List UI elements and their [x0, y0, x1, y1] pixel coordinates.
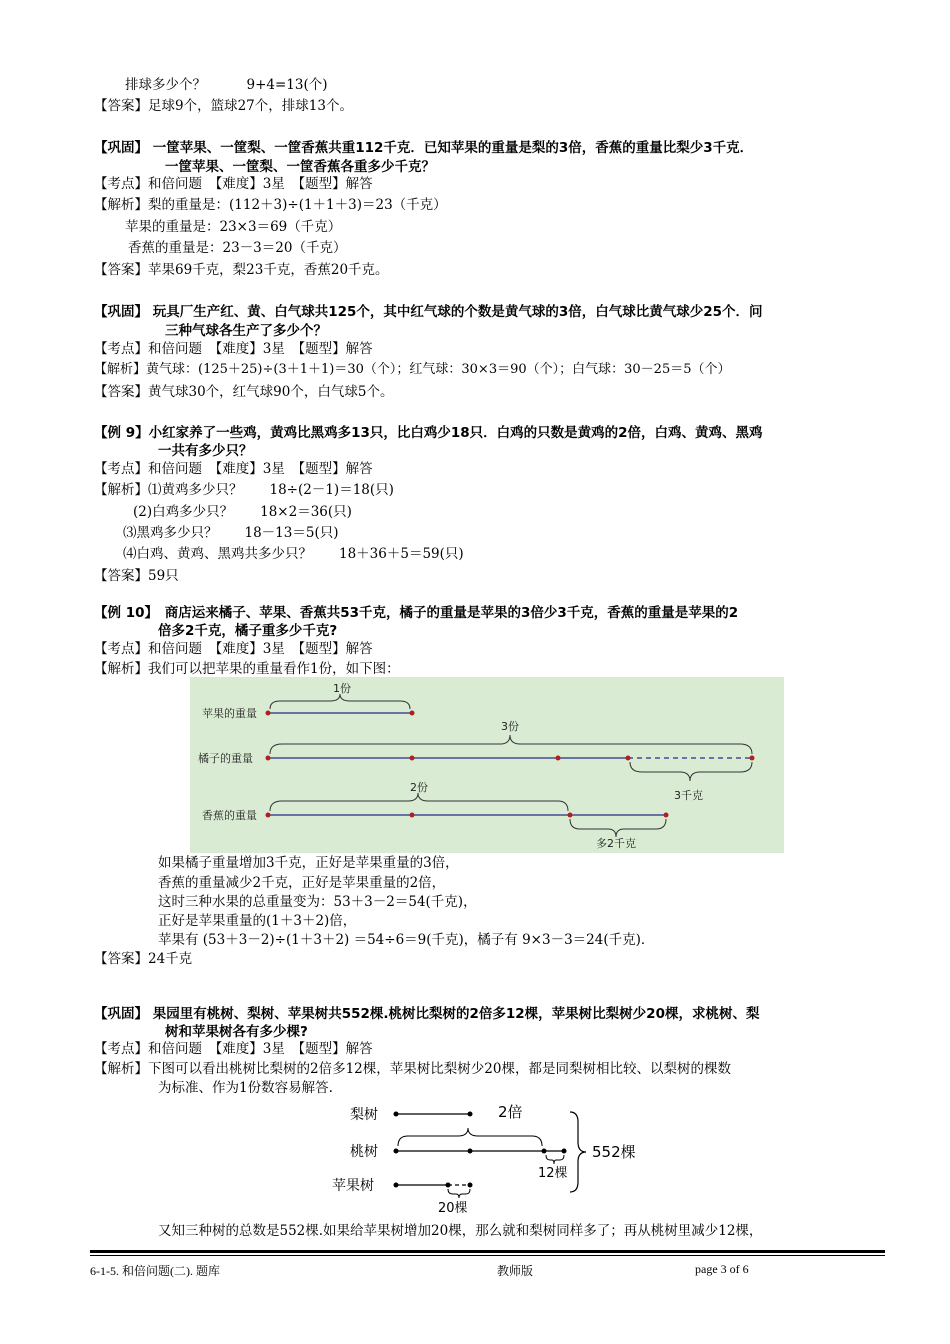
label-apple: 苹果的重量	[202, 707, 257, 720]
brace-orange: 3份	[501, 720, 519, 733]
banana-extra: 多2千克	[596, 837, 636, 850]
apple-gap: 20棵	[438, 1201, 468, 1216]
text-line: ⑶黑鸡多少只？ 18－13＝5(只)	[123, 525, 339, 541]
example-heading: 倍多2千克，橘子重多少千克?	[158, 623, 338, 639]
question-heading: 【巩固】 玩具厂生产红、黄、白气球共125个，其中红气球的个数是黄气球的3倍，白气球比黄气球少25个．问	[94, 304, 763, 320]
text-line: 苹果有 (53＋3－2)÷(1＋3＋2) ＝54÷6＝9(千克)，橘子有 9×3－3＝24(千克)．	[158, 932, 655, 948]
footer-rule	[90, 1250, 885, 1253]
text-line: 【解析】⑴黄鸡多少只？ 18÷(2－1)＝18(只)	[94, 482, 394, 498]
label-apple-tree: 苹果树	[332, 1178, 374, 1194]
fruit-weight-diagram	[190, 677, 784, 853]
brace-apple: 1份	[333, 682, 351, 695]
text-line: 【考点】和倍问题 【难度】3星 【题型】解答	[94, 641, 373, 657]
footer-rule-thin	[90, 1255, 885, 1256]
label-banana: 香蕉的重量	[202, 809, 257, 822]
text-line: 这时三种水果的总重量变为：53＋3－2＝54(千克)，	[158, 894, 477, 910]
footer-page: page 3 of 6	[695, 1262, 749, 1276]
text-line: 【考点】和倍问题 【难度】3星 【题型】解答	[94, 1041, 373, 1057]
text-line: 【解析】黄气球：(125＋25)÷(3＋1＋1)＝30（个）；红气球：30×3＝90（个）；白气球：30－25＝5（个）	[94, 362, 731, 377]
label-peach: 桃树	[350, 1144, 378, 1160]
text-line: 为标准、作为1份数容易解答.	[158, 1080, 333, 1096]
question-heading: 【巩固】 果园里有桃树、梨树、苹果树共552棵.桃树比梨树的2倍多12棵，苹果树比梨树少20棵，求桃树、梨	[94, 1006, 760, 1022]
text-line: 【考点】和倍问题 【难度】3星 【题型】解答	[94, 176, 373, 192]
brace-pear: 2倍	[498, 1103, 523, 1121]
question-heading: 树和苹果树各有多少棵?	[165, 1024, 308, 1040]
text-line: 【解析】梨的重量是：(112＋3)÷(1＋1＋3)＝23（千克）	[94, 197, 447, 213]
text-line: 香蕉的重量是：23－3＝20（千克）	[128, 240, 347, 256]
text-line: 【答案】24千克	[94, 951, 193, 967]
question-heading: 【巩固】 一筐苹果、一筐梨、一筐香蕉共重112千克．已知苹果的重量是梨的3倍，香蕉的重量比梨少3千克．	[94, 140, 754, 156]
text-line: 【答案】59只	[94, 568, 179, 584]
text-line: 苹果的重量是：23×3＝69（千克）	[125, 219, 342, 235]
example-heading: 【例 10】 商店运来橘子、苹果、香蕉共53千克，橘子的重量是苹果的3倍少3千克，香蕉的重量是苹果的2	[94, 605, 739, 621]
question-heading: 一筐苹果、一筐梨、一筐香蕉各重多少千克？	[165, 159, 435, 175]
label-orange: 橘子的重量	[198, 752, 253, 765]
question-heading: 三种气球各生产了多少个？	[165, 323, 327, 339]
peach-extra: 12棵	[538, 1166, 568, 1181]
text-line: 【解析】我们可以把苹果的重量看作1份，如下图：	[94, 661, 400, 677]
text-line: ⑷白鸡、黄鸡、黑鸡共多少只？ 18＋36＋5＝59(只)	[123, 546, 464, 562]
text-line: 【答案】足球9个，篮球27个，排球13个。	[94, 98, 353, 114]
text-line: 【考点】和倍问题 【难度】3星 【题型】解答	[94, 461, 373, 477]
total-count: 552棵	[592, 1143, 636, 1161]
text-line: 香蕉的重量减少2千克，正好是苹果重量的2倍，	[158, 875, 446, 891]
diagram-background	[190, 677, 784, 853]
text-line: 如果橘子重量增加3千克，正好是苹果重量的3倍，	[158, 855, 459, 871]
orange-extra: 3千克	[674, 789, 703, 802]
example-heading: 【例 9】小红家养了一些鸡，黄鸡比黑鸡多13只，比白鸡少18只．白鸡的只数是黄鸡的2倍，白鸡、黄鸡、黑鸡	[94, 425, 763, 441]
footer-left: 6-1-5. 和倍问题(二). 题库	[90, 1264, 220, 1278]
text-line: 【答案】黄气球30个，红气球90个，白气球5个。	[94, 384, 394, 400]
tree-count-diagram	[320, 1098, 650, 1216]
text-line: 排球多少个？ 9+4=13(个)	[125, 77, 328, 93]
label-pear: 梨树	[350, 1107, 378, 1123]
footer-center: 教师版	[497, 1264, 534, 1278]
brace-banana: 2份	[410, 781, 428, 794]
text-line: 正好是苹果重量的(1＋3＋2)倍，	[158, 913, 357, 929]
text-line: 又知三种树的总数是552棵.如果给苹果树增加20棵，那么就和梨树同样多了；再从桃树里减少12棵，	[158, 1223, 763, 1239]
text-line: 【考点】和倍问题 【难度】3星 【题型】解答	[94, 341, 373, 357]
text-line: 【解析】下图可以看出桃树比梨树的2倍多12棵，苹果树比梨树少20棵，都是同梨树相比较、以梨树的棵数	[94, 1061, 731, 1077]
text-line: (2)白鸡多少只？ 18×2＝36(只)	[133, 504, 352, 520]
example-heading: 一共有多少只？	[158, 443, 253, 459]
text-line: 【答案】苹果69千克，梨23千克，香蕉20千克。	[94, 262, 389, 278]
